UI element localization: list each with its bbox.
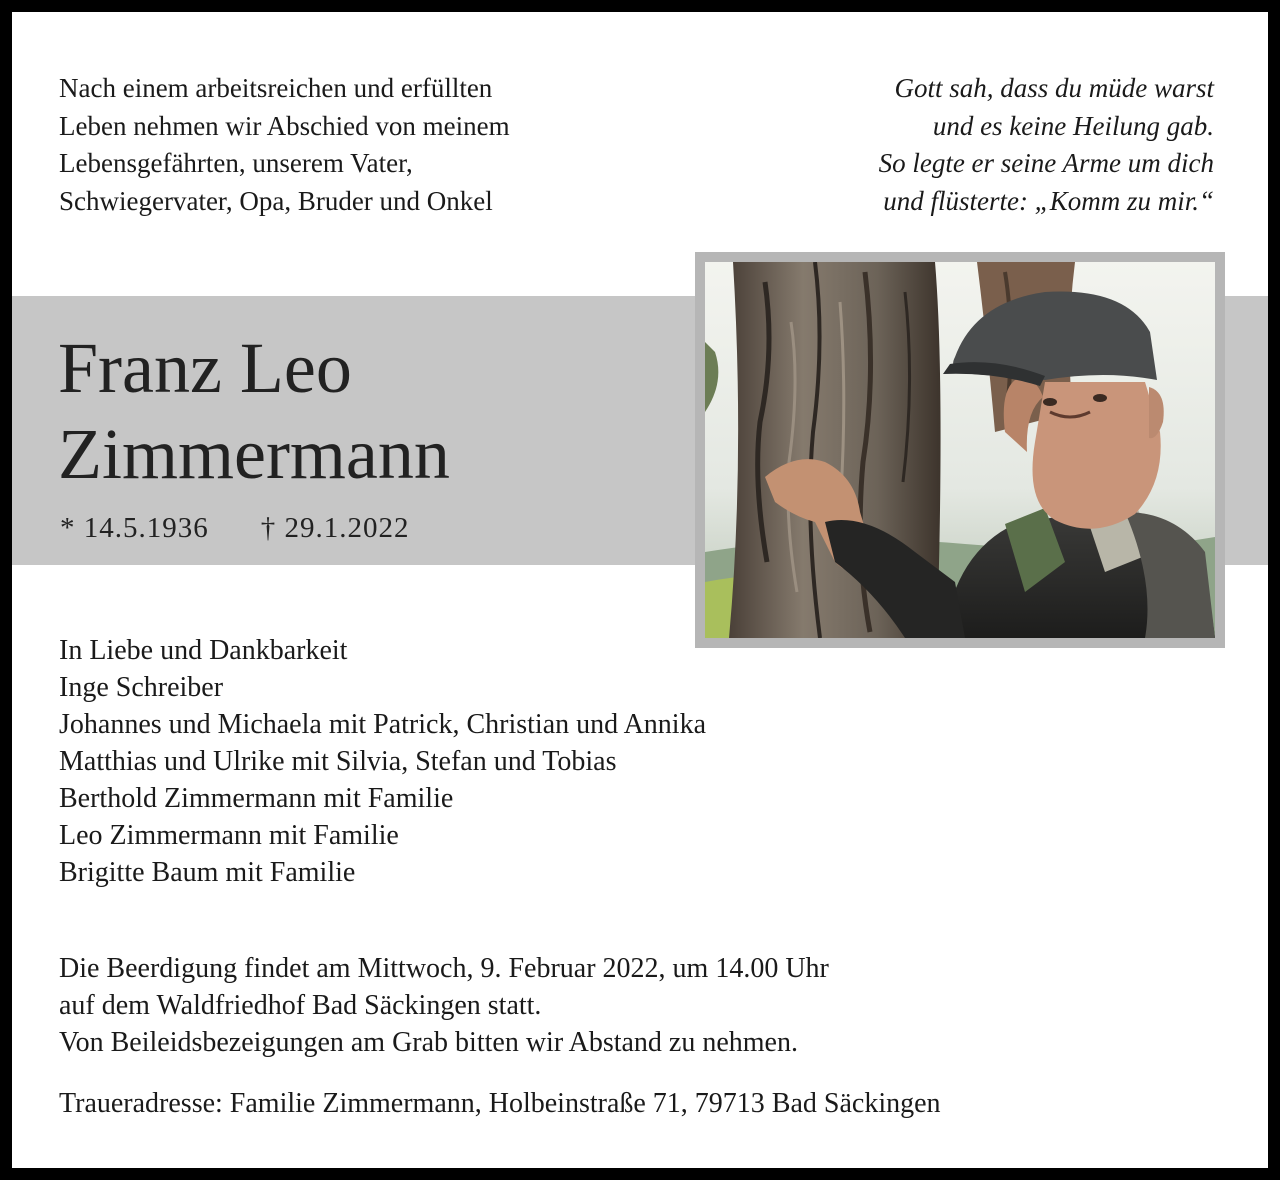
family-line: Johannes und Michaela mit Patrick, Christian und Annika	[59, 709, 707, 740]
verse-line: und es keine Heilung gab.	[932, 110, 1214, 141]
life-dates	[60, 510, 410, 546]
family-line: Brigitte Baum mit Familie	[59, 857, 356, 888]
intro-line: Schwiegervater, Opa, Bruder und Onkel	[59, 185, 493, 216]
portrait-photo-frame	[695, 252, 1225, 648]
family-line: Inge Schreiber	[59, 672, 224, 703]
funeral-line: Die Beerdigung findet am Mittwoch, 9. Februar 2022, um 14.00 Uhr	[59, 953, 829, 984]
intro-line: Nach einem arbeitsreichen und erfüllten	[59, 73, 493, 103]
name-line-first: Franz Leo	[58, 328, 352, 408]
funeral-notice	[59, 950, 829, 1061]
funeral-line: Von Beileidsbezeigungen am Grab bitten wir Abstand zu nehmen.	[59, 1027, 798, 1058]
family-signatures	[59, 632, 706, 891]
intro-text	[59, 70, 510, 220]
name-line-last: Zimmermann	[58, 414, 450, 494]
family-line: Matthias und Ulrike mit Silvia, Stefan und Tobias	[59, 746, 617, 777]
deceased-name	[58, 325, 450, 497]
verse-line: Gott sah, dass du müde warst	[894, 73, 1214, 103]
verse-line: und flüsterte: „Komm zu mir.“	[883, 185, 1214, 216]
verse-quote	[879, 70, 1214, 220]
portrait-photo	[705, 262, 1215, 638]
family-line: Berthold Zimmermann mit Familie	[59, 783, 454, 814]
intro-line: Lebensgefährten, unserem Vater,	[59, 148, 413, 178]
mourning-address: Traueradresse: Familie Zimmermann, Holbeinstraße 71, 79713 Bad Säckingen	[59, 1088, 941, 1119]
birth-date: * 14.5.1936	[60, 512, 209, 544]
verse-line: So legte er seine Arme um dich	[878, 148, 1214, 178]
intro-line: Leben nehmen wir Abschied von meinem	[59, 110, 510, 141]
obituary-card	[12, 12, 1268, 1168]
death-date: † 29.1.2022	[260, 512, 410, 544]
funeral-line: auf dem Waldfriedhof Bad Säckingen statt.	[59, 990, 542, 1021]
family-line: Leo Zimmermann mit Familie	[59, 820, 399, 851]
family-line: In Liebe und Dankbarkeit	[59, 635, 348, 666]
